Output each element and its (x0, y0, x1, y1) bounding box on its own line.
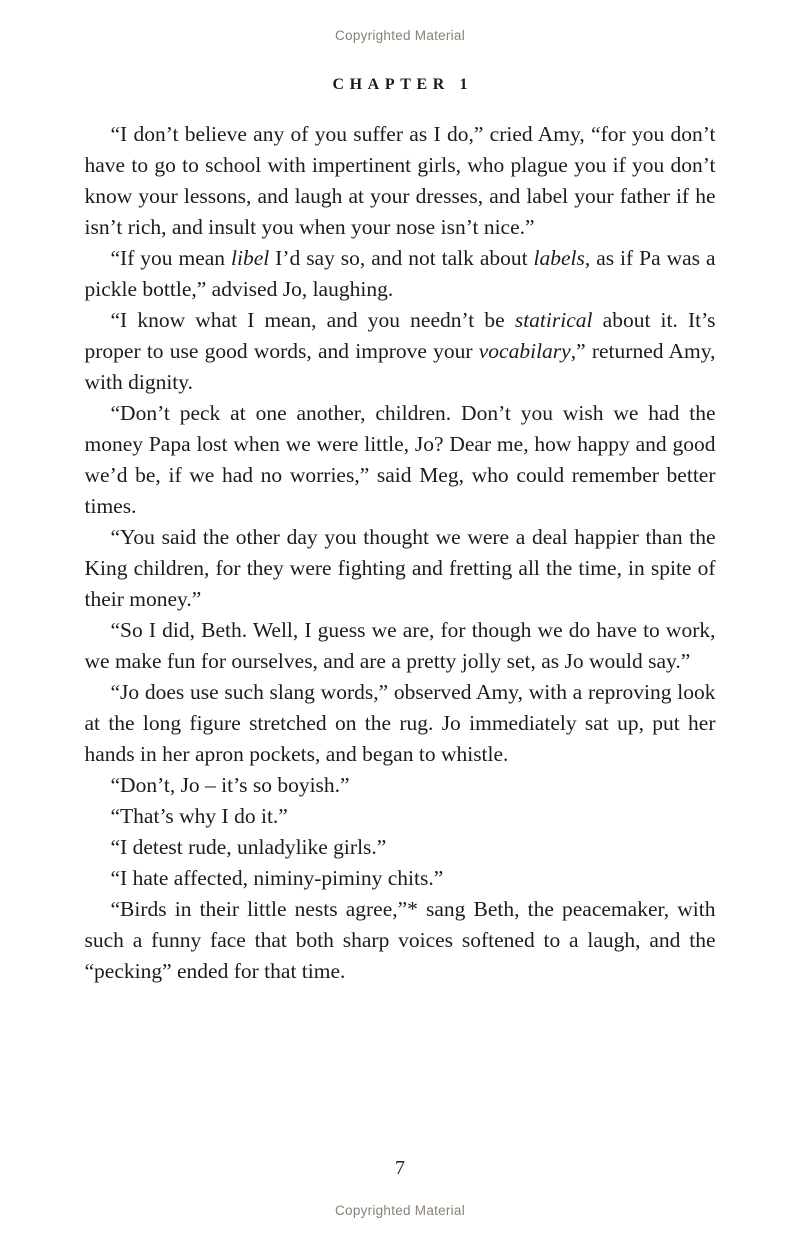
page-number: 7 (395, 1157, 405, 1179)
copyright-notice-top: Copyrighted Material (335, 28, 465, 43)
copyright-notice-bottom: Copyrighted Material (335, 1203, 465, 1218)
paragraph (85, 832, 716, 863)
text-run: “I detest rude, unladylike girls.” (110, 835, 387, 859)
text-run: “I don’t believe any of you suffer as I do,” cried Amy, “for you don’t have to go to school with impertinent girls, who plague you if you don’t know your lessons, and laugh at your dresses, and label your father if he isn’t rich, and insult you when your nose isn’t nice.” (84, 122, 716, 239)
text-run: “So I did, Beth. Well, I guess we are, for though we do have to work, we make fun for ourselves, and are a pretty jolly set, as Jo would say.” (84, 618, 716, 673)
italic-text: statirical (514, 308, 593, 332)
italic-text: labels (533, 246, 585, 270)
chapter-heading: CHAPTER 1 (332, 76, 474, 93)
text-run: “I know what I mean, and you needn’t be (110, 308, 515, 332)
text-run: , as if Pa was a pickle bottle,” advised Jo, laughing. (84, 246, 716, 301)
text-run: “I hate affected, niminy-piminy chits.” (110, 866, 444, 890)
paragraph (85, 894, 716, 987)
text-run: “You said the other day you thought we were a deal happier than the King children, for they were fighting and fretting all the time, in spite of their money.” (84, 525, 716, 611)
text-run: “Don’t peck at one another, children. Don’t you wish we had the money Papa lost when we were little, Jo? Dear me, how happy and good we’d be, if we had no worries,” said Meg, who could remember better times. (84, 401, 716, 518)
paragraph (85, 398, 716, 522)
body-text (85, 119, 716, 987)
paragraph (85, 522, 716, 615)
paragraph (85, 243, 716, 305)
text-run: “Don’t, Jo – it’s so boyish.” (110, 773, 350, 797)
paragraph (85, 615, 716, 677)
text-run: “Jo does use such slang words,” observed Amy, with a reproving look at the long figure stretched on the rug. Jo immediately sat up, put her hands in her apron pockets, and began to whistle. (84, 680, 716, 766)
text-run: I’d say so, and not talk about (269, 246, 534, 270)
text-run: “If you mean (110, 246, 232, 270)
text-run: “That’s why I do it.” (110, 804, 288, 828)
italic-text: vocabilary (478, 339, 571, 363)
paragraph (85, 119, 716, 243)
paragraph (85, 863, 716, 894)
text-run: “Birds in their little nests agree,”* sang Beth, the peacemaker, with such a funny face that both sharp voices softened to a laugh, and the “pecking” ended for that time. (84, 897, 716, 983)
text-run: ,” returned Amy, with dignity. (84, 339, 716, 394)
paragraph (85, 801, 716, 832)
paragraph (85, 677, 716, 770)
paragraph (85, 770, 716, 801)
text-run: about it. It’s proper to use good words, and improve your (84, 308, 716, 363)
paragraph (85, 305, 716, 398)
italic-text: libel (231, 246, 270, 270)
